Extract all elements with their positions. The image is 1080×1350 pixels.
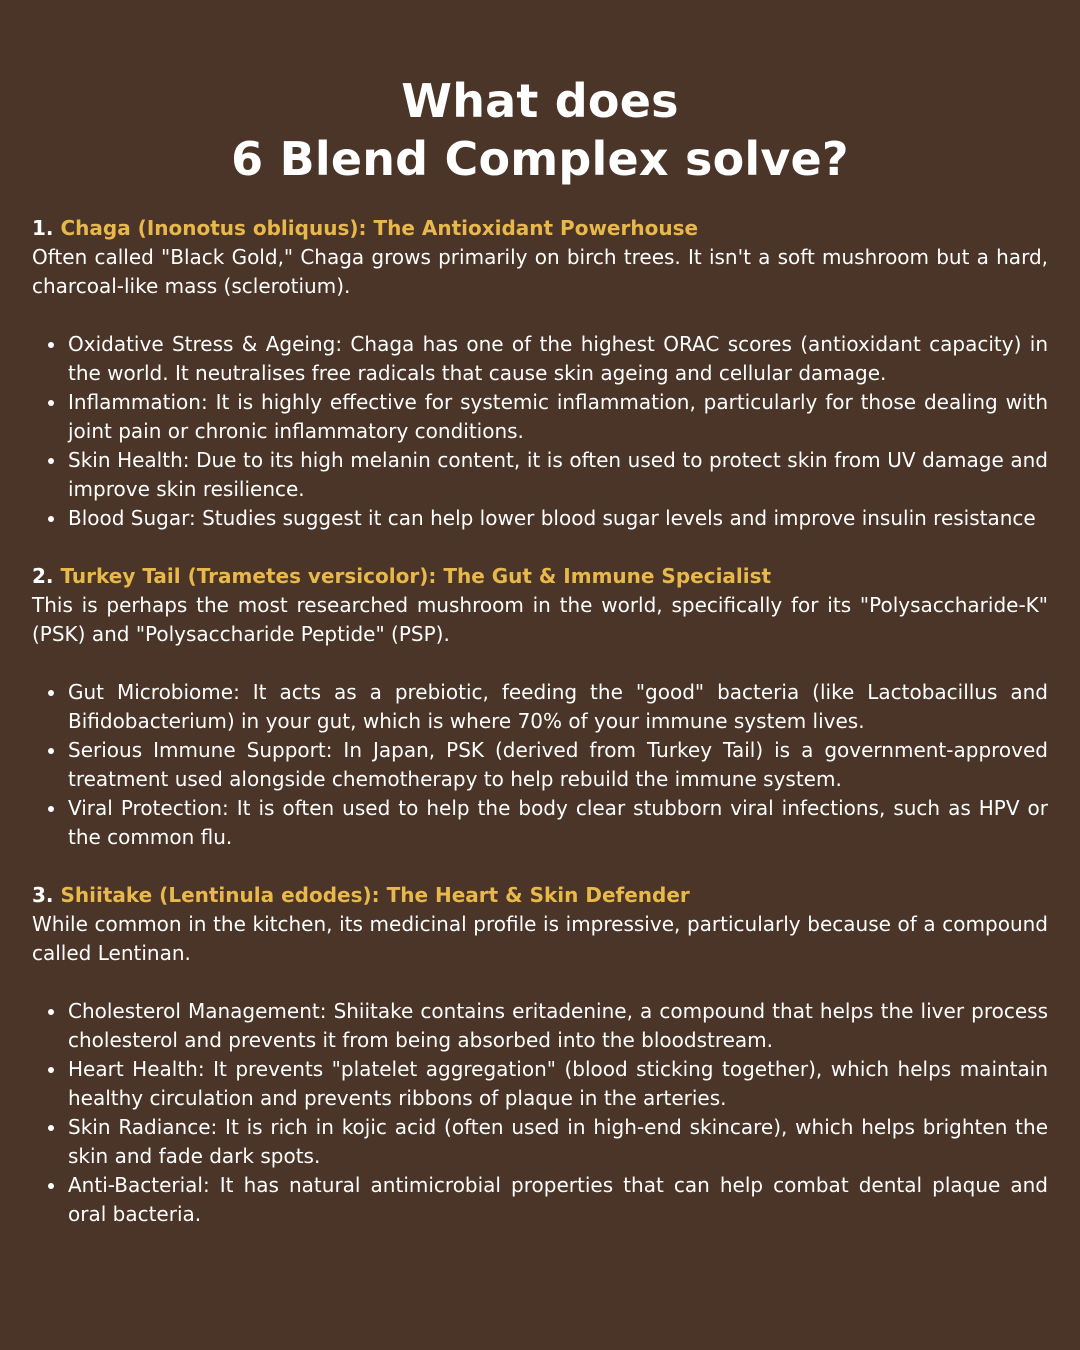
section-intro: While common in the kitchen, its medicinal profile is impressive, particularly because of a compound called Lentinan. — [32, 912, 1048, 965]
section-heading-text: Turkey Tail (Trametes versicolor): The Gut & Immune Specialist — [60, 564, 772, 588]
bullet-item: Anti-Bacterial: It has natural antimicrobial properties that can help combat dental plaque and oral bacteria. — [68, 1171, 1048, 1229]
bullet-item: Skin Radiance: It is rich in kojic acid (often used in high-end skincare), which helps brighten the skin and fade dark spots. — [68, 1113, 1048, 1171]
page-title-line-1: What does — [401, 74, 679, 128]
section-heading — [32, 881, 1048, 910]
bullet-item: Oxidative Stress & Ageing: Chaga has one of the highest ORAC scores (antioxidant capacity) in the world. It neutralises free radicals that cause skin ageing and cellular damage. — [68, 330, 1048, 388]
bullet-item: Blood Sugar: Studies suggest it can help lower blood sugar levels and improve insulin resistance — [68, 504, 1048, 533]
bullet-item: Cholesterol Management: Shiitake contains eritadenine, a compound that helps the liver process cholesterol and prevents it from being absorbed into the bloodstream. — [68, 997, 1048, 1055]
section-turkey-tail — [32, 562, 1048, 852]
section-intro: This is perhaps the most researched mushroom in the world, specifically for its "Polysaccharide-K" (PSK) and "Polysaccharide Peptide" (PSP). — [32, 593, 1048, 646]
bullet-list — [32, 678, 1048, 852]
bullet-item: Viral Protection: It is often used to help the body clear stubborn viral infections, such as HPV or the common flu. — [68, 794, 1048, 852]
section-intro: Often called "Black Gold," Chaga grows primarily on birch trees. It isn't a soft mushroom but a hard, charcoal-like mass (sclerotium). — [32, 245, 1048, 298]
bullet-item: Serious Immune Support: In Japan, PSK (derived from Turkey Tail) is a government-approved treatment used alongside chemotherapy to help rebuild the immune system. — [68, 736, 1048, 794]
page-content — [32, 72, 1048, 1258]
section-heading — [32, 562, 1048, 591]
section-heading-text: Shiitake (Lentinula edodes): The Heart & Skin Defender — [60, 883, 690, 907]
bullet-item: Heart Health: It prevents "platelet aggregation" (blood sticking together), which helps maintain healthy circulation and prevents ribbons of plaque in the arteries. — [68, 1055, 1048, 1113]
section-number: 3. — [32, 883, 54, 907]
section-shiitake — [32, 881, 1048, 1229]
bullet-list — [32, 997, 1048, 1229]
bullet-item: Gut Microbiome: It acts as a prebiotic, feeding the "good" bacteria (like Lactobacillus and Bifidobacterium) in your gut, which is where 70% of your immune system lives. — [68, 678, 1048, 736]
bullet-list — [32, 330, 1048, 533]
page-title — [32, 72, 1048, 188]
page-title-line-2: 6 Blend Complex solve? — [231, 132, 849, 186]
bullet-item: Inflammation: It is highly effective for systemic inflammation, particularly for those dealing with joint pain or chronic inflammatory conditions. — [68, 388, 1048, 446]
section-heading — [32, 214, 1048, 243]
section-chaga — [32, 214, 1048, 533]
section-number: 2. — [32, 564, 54, 588]
bullet-item: Skin Health: Due to its high melanin content, it is often used to protect skin from UV damage and improve skin resilience. — [68, 446, 1048, 504]
section-heading-text: Chaga (Inonotus obliquus): The Antioxidant Powerhouse — [60, 216, 699, 240]
section-number: 1. — [32, 216, 54, 240]
